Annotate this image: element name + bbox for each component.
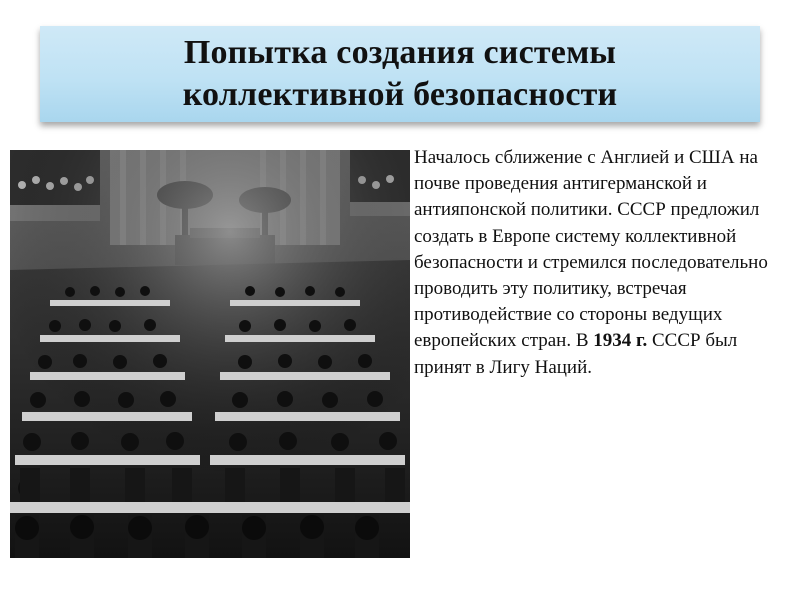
year-highlight: 1934 г. (593, 330, 648, 352)
body-paragraph (414, 145, 789, 381)
title-banner (40, 26, 760, 122)
title-line-2: коллективной безопасности (182, 76, 618, 113)
title-line-1: Попытка создания системы (183, 34, 617, 71)
body-text-part1: Началось сближение с Англией и США на почве проведения антигерманской и антияпонской политики. СССР предложил создать в Европе систему коллективной безопасности и стремился последовательно проводить эту политику, встречая противодействие со стороны ведущих европейских стран. В (414, 147, 768, 352)
assembly-hall-photo (10, 150, 410, 558)
body-text-part2: СССР был принят в Лигу Наций. (414, 330, 738, 378)
